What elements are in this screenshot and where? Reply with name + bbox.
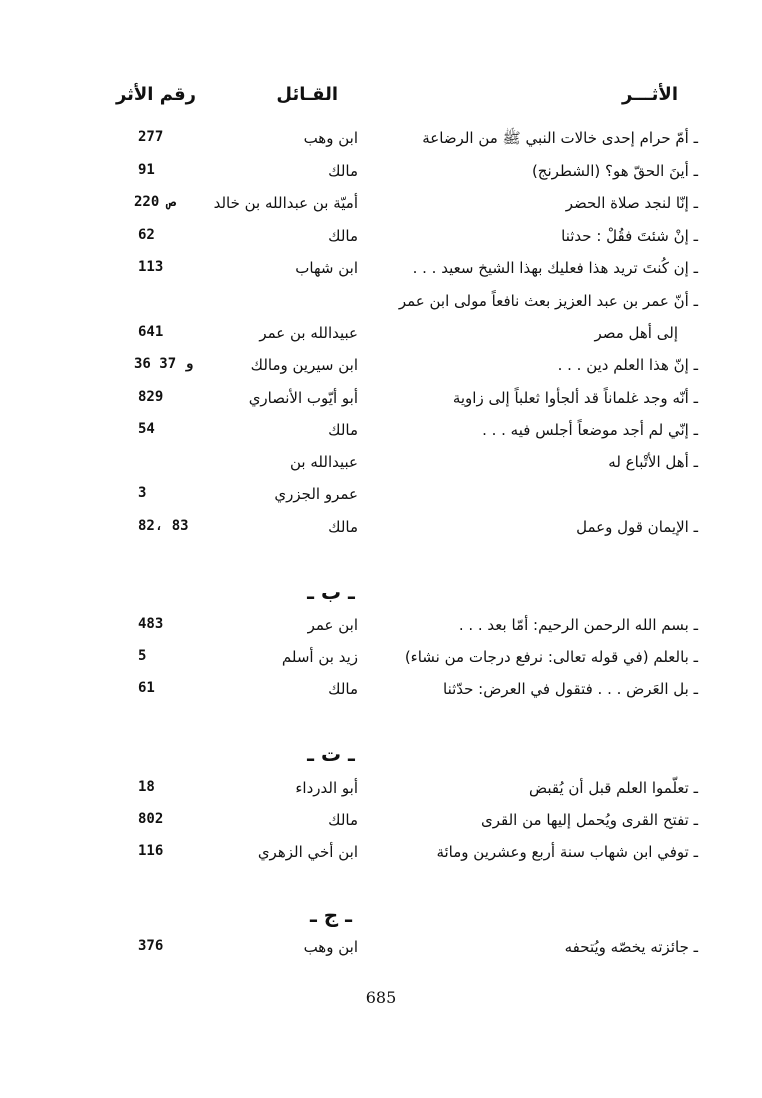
section-heading-t: ـ ت ـ <box>307 742 355 766</box>
athar-text: ـ أينَ الحقّ هو؟ (الشطرنج) <box>531 162 698 180</box>
raqm-number: 641 <box>138 324 164 340</box>
raqm-number: 116 <box>138 843 164 859</box>
qail-text: أبو أيّوب الأنصاري <box>248 389 358 407</box>
column-header-athar: الأثـــر <box>622 84 678 105</box>
table-row <box>0 389 762 419</box>
qail-text: ابن شهاب <box>295 259 358 277</box>
athar-text: إلى أهل مصر <box>594 324 678 342</box>
table-row <box>0 648 762 678</box>
raqm-number: 3 <box>138 485 147 501</box>
column-header-qail: القـائل <box>276 84 338 105</box>
table-row <box>0 811 762 841</box>
table-row <box>0 324 762 354</box>
qail-text: مالك <box>328 811 358 829</box>
raqm-number: 113 <box>138 259 164 275</box>
qail-text: عبيدالله بن عمر <box>259 324 358 342</box>
table-row <box>0 616 762 646</box>
raqm-number: 802 <box>138 811 164 827</box>
raqm-number: 829 <box>138 389 164 405</box>
qail-text: مالك <box>328 227 358 245</box>
qail-text: مالك <box>328 421 358 439</box>
raqm-number: 62 <box>138 227 155 243</box>
qail-text: عمرو الجزري <box>274 485 358 503</box>
column-header-raqm: رقم الأثر <box>115 84 196 105</box>
qail-text: أبو الدرداء <box>295 779 358 797</box>
page-number: 685 <box>365 988 397 1007</box>
raqm-number: 82، 83 <box>138 518 189 534</box>
athar-text: ـ بل العَرض . . . فتقول في العرض: حدّثنا <box>443 680 698 698</box>
athar-text: ـ أنّه وجد غلماناً قد ألجأوا ثعلباً إلى زاوية <box>452 389 698 407</box>
qail-text: ابن وهب <box>303 129 358 147</box>
table-row <box>0 843 762 873</box>
raqm-number: 61 <box>138 680 155 696</box>
athar-text: ـ جائزته يخصّه ويُتحفه <box>564 938 698 956</box>
qail-text: مالك <box>328 680 358 698</box>
raqm-number: 376 <box>138 938 164 954</box>
qail-text: زيد بن أسلم <box>281 648 358 666</box>
qail-text: مالك <box>328 518 358 536</box>
athar-text: ـ بسم الله الرحمن الرحيم: أمّا بعد . . . <box>458 616 698 634</box>
athar-text: ـ إنْ شئتَ فقُلْ : حدثنا <box>561 227 698 245</box>
raqm-number: 5 <box>138 648 147 664</box>
table-row <box>0 356 762 386</box>
table-row <box>0 453 762 483</box>
athar-text: ـ الإيمان قول وعمل <box>576 518 698 536</box>
raqm-number: 54 <box>138 421 155 437</box>
raqm-number: 18 <box>138 779 155 795</box>
qail-text: ابن أخي الزهري <box>257 843 358 861</box>
table-row <box>0 485 762 515</box>
qail-text: ابن وهب <box>303 938 358 956</box>
table-row <box>0 227 762 257</box>
raqm-number: 36 و 37 <box>134 356 194 372</box>
qail-text: ابن عمر <box>307 616 358 634</box>
athar-text: ـ إن كُنتَ تريد هذا فعليك بهذا الشيخ سعيد . . . <box>412 259 698 277</box>
table-row <box>0 162 762 192</box>
athar-text: ـ بالعلم (في قوله تعالى: نرفع درجات من نشاء) <box>404 648 698 666</box>
section-heading-b: ـ ب ـ <box>307 580 355 604</box>
table-row <box>0 194 762 224</box>
athar-text: ـ أهل الأتْباع له <box>608 453 698 471</box>
raqm-number: ص 220 <box>134 194 177 210</box>
athar-text: ـ إنّي لم أجد موضعاً أجلس فيه . . . <box>482 421 698 439</box>
athar-text: ـ إنّا لنجد صلاة الحضر <box>565 194 698 212</box>
table-row <box>0 259 762 289</box>
athar-text: ـ أمّ حرام إحدى خالات النبي ﷺ من الرضاعة <box>422 129 698 147</box>
qail-text: ابن سيرين ومالك <box>250 356 358 374</box>
table-row <box>0 292 762 322</box>
table-row <box>0 421 762 451</box>
table-row <box>0 518 762 548</box>
raqm-number: 277 <box>138 129 164 145</box>
raqm-number: 483 <box>138 616 164 632</box>
raqm-number: 91 <box>138 162 155 178</box>
athar-text: ـ توفي ابن شهاب سنة أربع وعشرين ومائة <box>436 843 698 861</box>
qail-text: مالك <box>328 162 358 180</box>
section-heading-j: ـ ج ـ <box>309 903 352 927</box>
qail-text: عبيدالله بن <box>290 453 358 471</box>
athar-text: ـ إنّ هذا العلم دين . . . <box>557 356 698 374</box>
table-row <box>0 129 762 159</box>
table-row <box>0 779 762 809</box>
table-row <box>0 680 762 710</box>
table-row <box>0 938 762 968</box>
athar-text: ـ تعلّموا العلم قبل أن يُقبض <box>528 779 698 797</box>
athar-text: ـ أنّ عمر بن عبد العزيز بعث نافعاً مولى ابن عمر <box>398 292 698 310</box>
qail-text: أميّة بن عبدالله بن خالد <box>213 194 358 212</box>
athar-text: ـ تفتح القرى ويُحمل إليها من القرى <box>481 811 698 829</box>
